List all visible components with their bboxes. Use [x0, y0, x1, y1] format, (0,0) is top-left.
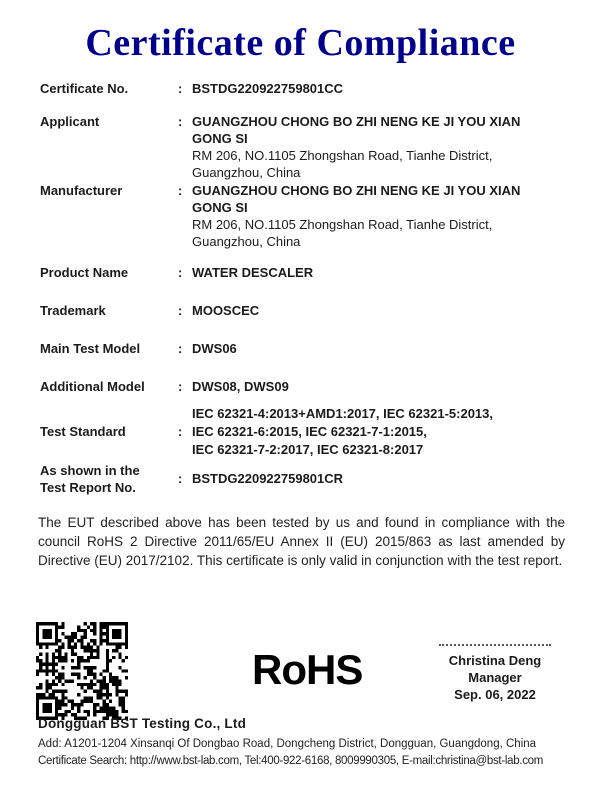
test-report-label-line: As shown in the	[40, 462, 140, 478]
test-report-label-line: Test Report No.	[40, 479, 136, 495]
main-test-model-label: Main Test Model	[40, 340, 141, 356]
additional-model-label: Additional Model	[40, 378, 145, 394]
issuer-address: Add: A1201-1204 Xinsanqi Of Dongbao Road, Dongcheng District, Dongguan, Guangdong, China	[38, 738, 537, 750]
certificate-no-label: Certificate No.	[40, 80, 129, 96]
colon: :	[178, 378, 183, 394]
certificate-fields	[0, 66, 601, 496]
field-main-test-model	[40, 340, 565, 357]
field-manufacturer	[40, 182, 565, 250]
signatory-name: Christina Deng	[448, 653, 542, 668]
manufacturer-name-line: GONG SI	[192, 199, 248, 215]
colon: :	[178, 302, 183, 318]
certificate-search-line: Certificate Search: http://www.bst-lab.com, Tel:400-922-6168, 8009990305, E-mail:christina@bst-lab.com	[38, 755, 544, 767]
issuer-footer	[38, 716, 581, 767]
stamp-area	[36, 620, 565, 722]
test-standard-value	[192, 405, 565, 459]
main-test-model-value: DWS06	[192, 340, 237, 356]
signature-block	[436, 644, 554, 703]
test-standard-line: IEC 62321-4:2013+AMD1:2017, IEC 62321-5:2013,	[192, 405, 493, 421]
manufacturer-label: Manufacturer	[40, 182, 123, 198]
product-name-label: Product Name	[40, 264, 129, 280]
field-test-standard	[40, 405, 565, 459]
signature-dotted-line	[439, 644, 551, 646]
issuer-company-name: Dongguan BST Testing Co., Ltd	[38, 716, 247, 731]
manufacturer-value	[192, 182, 565, 250]
colon: :	[178, 80, 183, 96]
field-applicant	[40, 113, 565, 181]
manufacturer-address-line: Guangzhou, China	[192, 233, 301, 249]
colon: :	[178, 264, 183, 280]
colon: :	[178, 113, 183, 129]
signatory-title: Manager	[468, 670, 522, 685]
applicant-name-line: GUANGZHOU CHONG BO ZHI NENG KE JI YOU XIAN	[192, 113, 521, 129]
compliance-statement: The EUT described above has been tested by us and found in compliance with the council RoHS 2 Directive 2011/65/EU Annex II (EU) 2015/863 as last amended by Directive (EU) 2017/2102. This certificate is only valid in conjunction with the test report.	[38, 514, 565, 568]
certificate-title: Certificate of Compliance	[85, 22, 516, 64]
colon: :	[178, 471, 183, 487]
additional-model-value: DWS08, DWS09	[192, 378, 289, 394]
test-report-no-label	[40, 462, 178, 496]
applicant-address-line: RM 206, NO.1105 Zhongshan Road, Tianhe District,	[192, 147, 493, 163]
applicant-label: Applicant	[40, 113, 100, 129]
field-test-report-no	[40, 462, 565, 496]
certificate-no-value: BSTDG220922759801CC	[192, 80, 344, 96]
test-standard-label: Test Standard	[40, 424, 126, 440]
applicant-value	[192, 113, 565, 181]
colon: :	[178, 340, 183, 356]
product-name-value: WATER DESCALER	[192, 264, 314, 280]
manufacturer-name-line: GUANGZHOU CHONG BO ZHI NENG KE JI YOU XIAN	[192, 182, 521, 198]
applicant-address-line: Guangzhou, China	[192, 164, 301, 180]
test-standard-line: IEC 62321-6:2015, IEC 62321-7-1:2015,	[192, 423, 427, 439]
issue-date: Sep. 06, 2022	[454, 687, 536, 702]
field-product-name	[40, 264, 565, 281]
test-report-no-value: BSTDG220922759801CR	[192, 471, 344, 487]
applicant-name-line: GONG SI	[192, 130, 248, 146]
trademark-label: Trademark	[40, 302, 106, 318]
colon: :	[178, 182, 183, 198]
field-additional-model	[40, 378, 565, 395]
manufacturer-address-line: RM 206, NO.1105 Zhongshan Road, Tianhe District,	[192, 216, 493, 232]
certificate-page	[0, 22, 601, 788]
trademark-value: MOOSCEC	[192, 302, 260, 318]
test-standard-line: IEC 62321-7-2:2017, IEC 62321-8:2017	[192, 441, 424, 457]
colon: :	[178, 424, 183, 440]
field-trademark	[40, 302, 565, 319]
field-certificate-no	[40, 80, 565, 97]
rohs-logo: RoHS	[252, 646, 363, 693]
qr-code-icon	[36, 622, 128, 720]
